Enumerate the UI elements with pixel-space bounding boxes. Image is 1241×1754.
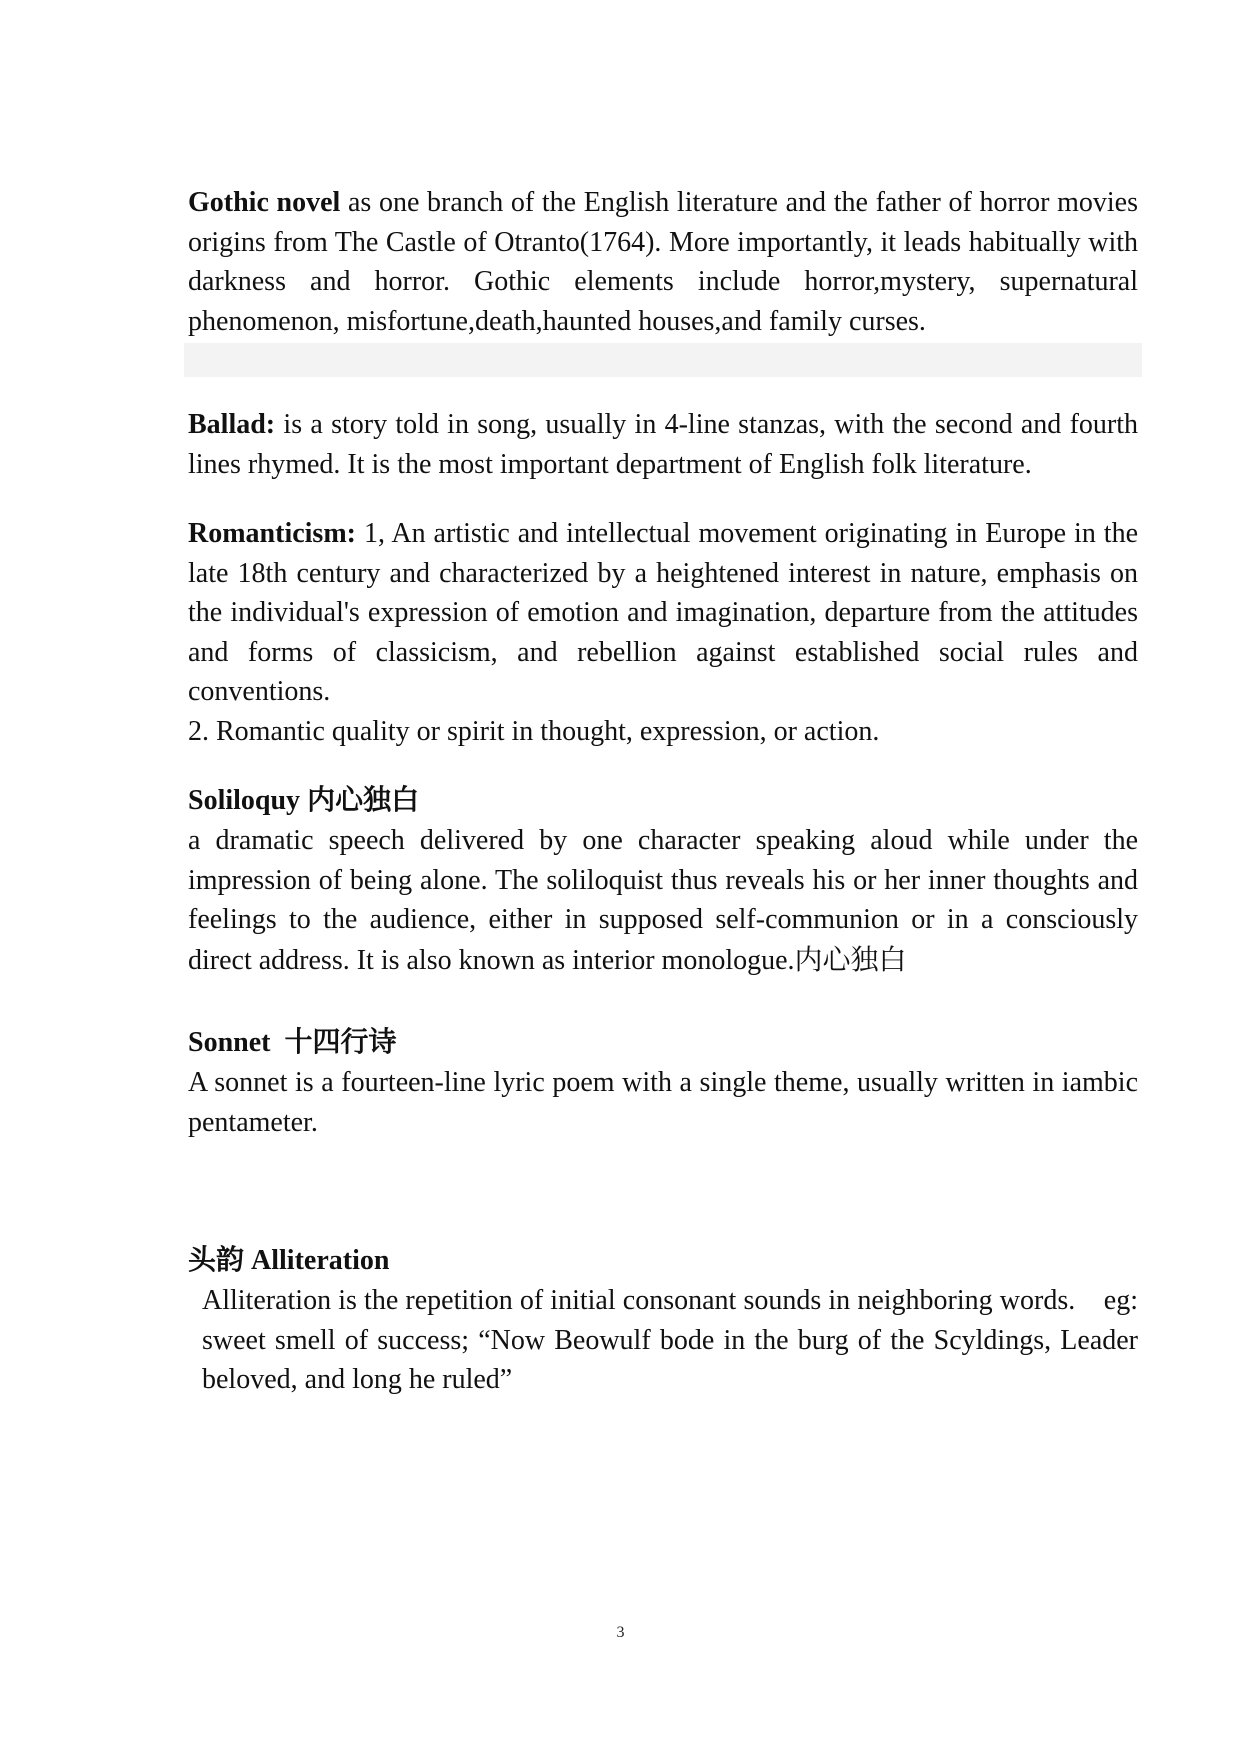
document-body	[188, 183, 1145, 1400]
sonnet-term: Sonnet	[188, 1027, 271, 1058]
soliloquy-heading	[188, 780, 1138, 821]
ballad-term: Ballad:	[188, 409, 276, 440]
gothic-novel-definition: as one branch of the English literature and the father of horror movies origins from The Castle of Otranto(1764). More importantly, it leads habitually with darkness and horror. Gothic elements include horror,mystery, supernatural phenomenon, misfortune,death,haunted houses,and family curses.	[188, 187, 1138, 337]
alliteration-term: Alliteration	[251, 1245, 390, 1276]
ballad-definition: is a story told in song, usually in 4-line stanzas, with the second and fourth lines rhymed. It is the most important department of English folk literature.	[188, 409, 1138, 480]
sonnet-term-cn: 十四行诗	[284, 1025, 397, 1058]
page-number: 3	[616, 1624, 625, 1641]
sonnet-definition: A sonnet is a fourteen-line lyric poem with a single theme, usually written in iambic pentameter.	[188, 1067, 1138, 1138]
alliteration-term-cn: 头韵	[188, 1243, 245, 1276]
soliloquy-term: Soliloquy	[188, 785, 301, 816]
gothic-novel-paragraph	[188, 183, 1138, 341]
soliloquy-definition-text: a dramatic speech delivered by one character speaking aloud while under the impression of being alone. The soliloquist thus reveals his or her inner thoughts and feelings to the audience, either in supposed self-communion or in a consciously direct address. It is also known as interior monologue.	[188, 825, 1138, 976]
alliteration-heading	[188, 1240, 1138, 1281]
sonnet-heading	[188, 1022, 1138, 1063]
soliloquy-definition-cn: 内心独白	[794, 942, 907, 976]
romanticism-definition: 1, An artistic and intellectual movement originating in Europe in the late 18th century and characterized by a heightened interest in nature, emphasis on the individual's expression of emotion and imagination, departure from the attitudes and forms of classicism, and rebellion against established social rules and conventions.	[188, 518, 1138, 707]
highlight-band	[184, 343, 1142, 377]
romanticism-point-2: 2. Romantic quality or spirit in thought, expression, or action.	[188, 715, 880, 747]
gothic-novel-term: Gothic novel	[188, 187, 341, 218]
ballad-paragraph	[188, 405, 1138, 484]
romanticism-paragraph	[188, 514, 1138, 712]
soliloquy-definition	[188, 821, 1138, 980]
alliteration-definition: Alliteration is the repetition of initial consonant sounds in neighboring words. eg: sweet smell of success; “Now Beowulf bode in the burg of the Scyldings, Leader beloved, and long he ruled”	[202, 1285, 1145, 1395]
romanticism-term: Romanticism:	[188, 518, 356, 549]
soliloquy-term-cn: 内心独白	[307, 783, 420, 816]
